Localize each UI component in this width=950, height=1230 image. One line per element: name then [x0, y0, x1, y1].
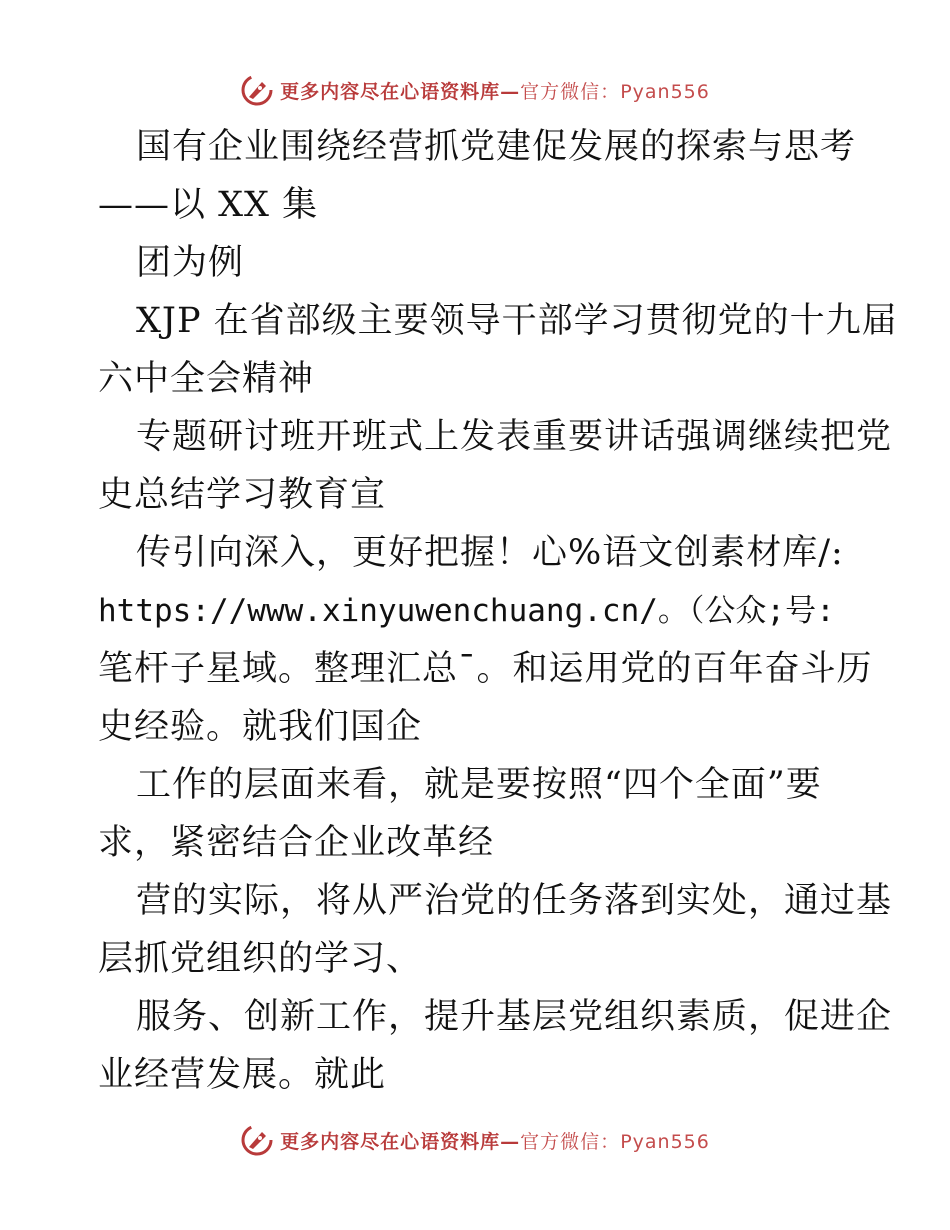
- watermark-dash: —: [500, 80, 521, 103]
- doc-paragraph-line: 求，紧密结合企业改革经: [98, 823, 495, 863]
- pen-nib-swirl-icon: [240, 73, 274, 107]
- doc-url-line: https://www.xinyuwenchuang.cn/。（公众;号:: [98, 593, 835, 629]
- doc-paragraph-line: XJP 在省部级主要领导干部学习贯彻党的十九届: [136, 301, 898, 341]
- watermark-brand: 更多内容尽在心语资料库: [280, 1130, 501, 1153]
- watermark-text: [280, 1127, 710, 1154]
- watermark-wechat-label: 官方微信：: [520, 80, 621, 103]
- doc-paragraph-line: 营的实际，将从严治党的任务落到实处，通过基: [136, 881, 893, 921]
- doc-title-line-1: 国有企业围绕经营抓党建促发展的探索与思考: [136, 127, 857, 167]
- doc-title-line-2: ——以 XX 集: [98, 185, 319, 225]
- watermark-wechat-label: 官方微信：: [520, 1130, 621, 1153]
- watermark-dash: —: [500, 1130, 521, 1153]
- doc-paragraph-line: 六中全会精神: [98, 359, 315, 399]
- doc-paragraph-line: 史总结学习教育宣: [98, 475, 387, 515]
- doc-paragraph-line: 业经营发展。就此: [98, 1055, 387, 1095]
- doc-paragraph-line: 专题研讨班开班式上发表重要讲话强调继续把党: [136, 417, 893, 457]
- doc-paragraph-line: 服务、创新工作，提升基层党组织素质，促进企: [136, 997, 893, 1037]
- doc-paragraph-line: 传引向深入，更好把握！心%语文创素材库/:: [136, 533, 844, 573]
- watermark-brand: 更多内容尽在心语资料库: [280, 80, 501, 103]
- doc-paragraph-line: 层抓党组织的学习、: [98, 939, 423, 979]
- header-watermark: [0, 70, 950, 110]
- footer-watermark: [0, 1120, 950, 1160]
- doc-paragraph-line: 笔杆子星域。整理汇总¯。和运用党的百年奋斗历: [98, 649, 873, 689]
- doc-title-line-3: 团为例: [136, 243, 245, 283]
- doc-paragraph-line: 工作的层面来看，就是要按照“四个全面”要: [136, 765, 822, 805]
- doc-paragraph-line: 史经验。就我们国企: [98, 707, 423, 747]
- watermark-text: [280, 77, 710, 104]
- watermark-wechat-id: Pyan556: [620, 1130, 710, 1153]
- document-body: [98, 118, 898, 1104]
- pen-nib-swirl-icon: [240, 1123, 274, 1157]
- watermark-wechat-id: Pyan556: [620, 80, 710, 103]
